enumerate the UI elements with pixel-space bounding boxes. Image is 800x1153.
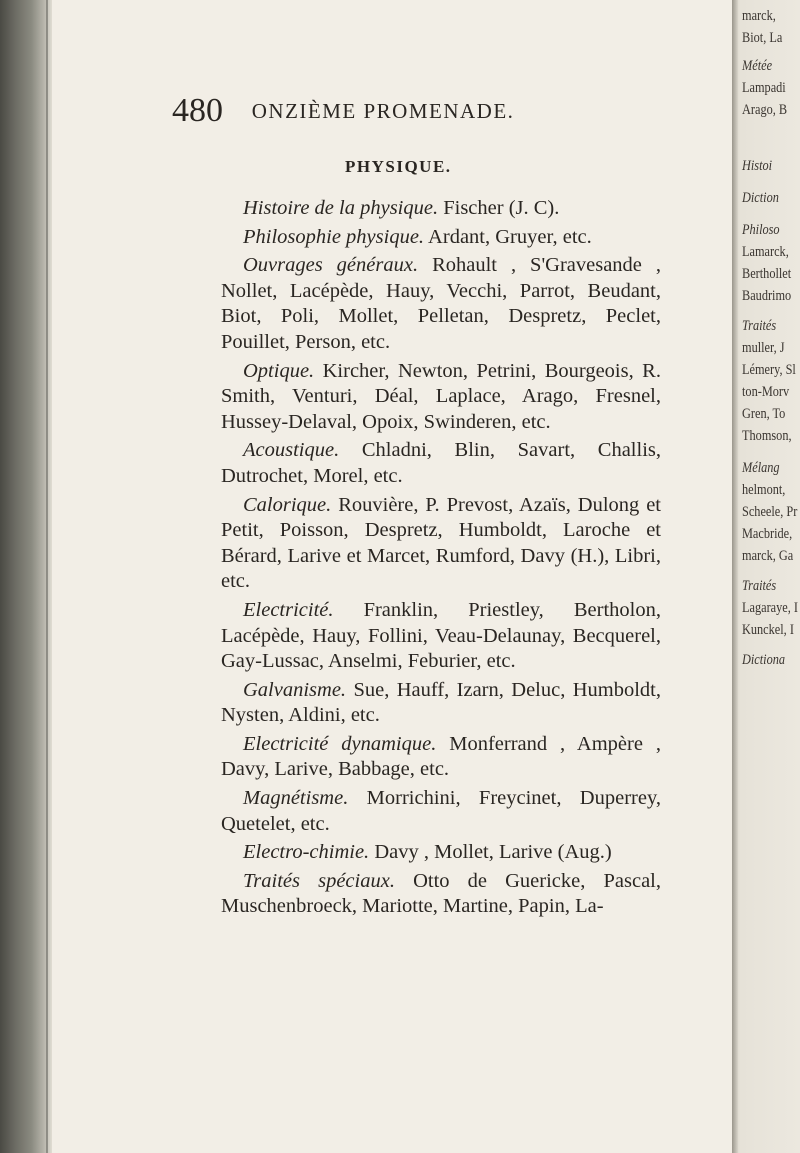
fragment-line: Lémery, Sl	[742, 362, 796, 378]
entry-heat	[221, 493, 661, 595]
entry-text: Franklin, Priestley, Bertholon, Lacépède, Hauy, Follini, Veau-Delaunay, Becquerel, Gay-Lussac, Anselmi, Feburier, etc.	[221, 598, 661, 673]
fragment-line: marck,	[742, 8, 776, 24]
entry-heading: Electricité dynamique.	[243, 732, 437, 755]
running-head: ONZIÈME PROMENADE.	[251, 99, 515, 123]
entry-text: Morrichini, Freycinet, Duperrey, Quetelet, etc.	[221, 787, 661, 835]
fragment-line: ton-Morv	[742, 384, 790, 400]
fragment-line: Scheele, Pr	[742, 504, 798, 520]
bibliography-entries	[221, 196, 661, 923]
entry-text: Ardant, Gruyer, etc.	[424, 225, 592, 248]
entry-heading: Philosophie physique.	[243, 225, 425, 248]
fragment-line: Lampadi	[742, 80, 786, 96]
fragment-line: marck, Ga	[742, 548, 794, 564]
entry-text: Kircher, Newton, Petrini, Bourgeois, R. Smith, Venturi, Déal, Laplace, Arago, Fresnel, Hussey-Delaval, Opoix, Swinderen, etc.	[221, 359, 661, 433]
entry-text: Rouvière, P. Prevost, Azaïs, Dulong et Petit, Poisson, Despretz, Humboldt, Laroche et Bérard, Larive et Marcet, Rumford, Davy (H.), Libri, etc.	[221, 493, 661, 593]
entry-text: Sue, Hauff, Izarn, Deluc, Humboldt, Nysten, Aldini, etc.	[221, 678, 661, 727]
adjacent-page-fragment	[732, 0, 800, 1153]
entry-special-treatises	[221, 869, 661, 920]
entry-heading: Traités spéciaux.	[243, 869, 395, 892]
entry-history	[221, 196, 661, 222]
entry-text: Davy , Mollet, Larive (Aug.)	[369, 841, 612, 864]
entry-heading: Ouvrages généraux.	[243, 254, 419, 277]
fragment-line: Dictiona	[742, 652, 786, 668]
fragment-line: Histoi	[742, 158, 773, 174]
entry-galvanism	[221, 678, 661, 729]
entry-text: Chladni, Blin, Savart, Challis, Dutrochet, Morel, etc.	[221, 439, 661, 487]
entry-acoustics	[221, 438, 661, 489]
entry-text: Fischer (J. C).	[438, 197, 560, 219]
section-title: PHYSIQUE.	[345, 157, 452, 176]
fragment-line: helmont,	[742, 482, 786, 498]
fragment-line: Macbride,	[742, 526, 793, 542]
entry-heading: Acoustique.	[243, 439, 340, 462]
entry-electrochemistry	[221, 840, 661, 866]
entry-magnetism	[221, 786, 661, 837]
entry-text: Rohault , S'Gravesande , Nollet, Lacépède, Hauy, Vecchi, Parrot, Beudant, Biot, Poli, Mollet, Pelletan, Despretz, Peclet, Pouillet, Person, etc.	[221, 254, 662, 353]
fragment-line: Diction	[742, 190, 779, 206]
fragment-line: Lamarck,	[742, 244, 789, 260]
adjacent-page-spine	[732, 0, 738, 1153]
entry-heading: Galvanisme.	[243, 678, 347, 701]
entry-electricity	[221, 598, 661, 675]
entry-text: Monferrand , Ampère , Davy, Larive, Babbage, etc.	[221, 732, 661, 781]
entry-general-works	[221, 253, 661, 355]
fragment-line: Kunckel, I	[742, 622, 794, 638]
fragment-line: Philoso	[742, 222, 780, 238]
book-binding-gutter	[0, 0, 52, 1153]
entry-optics	[221, 359, 661, 436]
entry-heading: Electricité.	[243, 598, 334, 621]
fragment-line: Métée	[742, 58, 773, 74]
entry-heading: Optique.	[243, 359, 315, 382]
fragment-line: Traités	[742, 318, 777, 334]
entry-heading: Magnétisme.	[243, 787, 349, 810]
page-number: 480	[172, 92, 223, 129]
entry-text: Otto de Guericke, Pascal, Muschenbroeck, Mariotte, Martine, Papin, La-	[221, 869, 662, 918]
fragment-line: Traités	[742, 578, 777, 594]
entry-dynamic-electricity	[221, 732, 661, 783]
fragment-line: Arago, B	[742, 102, 788, 118]
page-header	[172, 92, 632, 132]
fragment-line: Thomson,	[742, 428, 792, 444]
fragment-line: Baudrimo	[742, 288, 792, 304]
entry-heading: Electro-chimie.	[243, 841, 370, 864]
fragment-line: Lagaraye, I	[742, 600, 799, 616]
entry-philosophy	[221, 225, 661, 251]
fragment-line: Gren, To	[742, 406, 786, 422]
fragment-line: Biot, La	[742, 30, 783, 46]
entry-heading: Calorique.	[243, 493, 332, 516]
fragment-line: Mélang	[742, 460, 780, 476]
fragment-line: muller, J	[742, 340, 785, 356]
fragment-line: Berthollet	[742, 266, 792, 282]
entry-heading: Histoire de la physique.	[243, 197, 439, 219]
